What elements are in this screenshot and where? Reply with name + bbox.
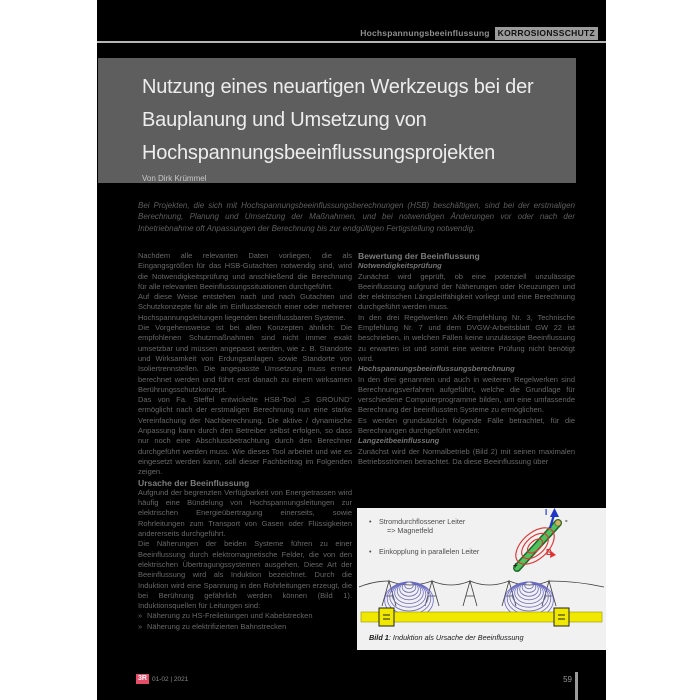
minus-label: - xyxy=(565,516,568,525)
figure-bullet-list xyxy=(369,517,479,556)
list-item xyxy=(138,611,352,621)
sub-heading: Langzeitbeeinflussung xyxy=(358,436,440,446)
figure-list-item xyxy=(369,547,479,556)
page-number: 59 xyxy=(563,675,572,684)
journal-issue: 01-02 | 2021 xyxy=(151,675,189,683)
figure-list-text xyxy=(379,517,465,535)
title-block xyxy=(98,58,576,183)
current-label: I xyxy=(545,508,548,517)
isolating-joint-left xyxy=(379,608,394,626)
page-header xyxy=(360,27,598,40)
paragraph: Die Vorgehensweise ist bei allen Konzepten ähnlich: Die empfohlenen Schutzmaßnahmen sind nicht immer exakt umsetzbar und müssen angepasst werden, wie z. B. Standorte und Wirksamkeit von Erdungsanlagen sowie Standorte von Isoliertrennstellen. Die angepasste Umsetzung muss erneut berechnet werden und führt erst danach zu einem wirksamen Berührungsschutzkonzept. xyxy=(138,323,352,394)
list-item xyxy=(138,622,352,632)
bullet-marker: » xyxy=(138,611,143,621)
header-divider xyxy=(97,41,606,43)
bullet-marker: » xyxy=(138,621,143,631)
paragraph: Zunächst wird der Normalbetrieb (Bild 2) mit seinen maximalen Betriebsströmen betrachtet. Da diese Beeinflussung über xyxy=(358,446,575,466)
list-item-text: Näherung zu HS-Freileitungen und Kabelstrecken xyxy=(147,611,313,621)
journal-logo: 3R xyxy=(138,675,147,682)
paragraph: Es werden grundsätzlich folgende Fälle betrachtet, für die Berechnungen durchgeführt werden: xyxy=(358,415,575,436)
section-heading: Ursache der Beeinflussung xyxy=(138,477,250,488)
column-right xyxy=(358,251,575,508)
article-author: Von Dirk Krümmel xyxy=(142,174,207,183)
figure-caption xyxy=(369,633,524,642)
list-item-text: Näherung zu elektrifizierten Bahnstrecken xyxy=(147,621,287,631)
sub-heading: Notwendigkeitsprüfung xyxy=(358,261,442,271)
header-section-badge: KORROSIONSSCHUTZ xyxy=(495,27,598,40)
footer xyxy=(136,674,188,684)
bullet-marker: • xyxy=(369,547,372,556)
page-number-divider xyxy=(575,672,578,700)
sub-heading: Hochspannungsbeeinflussungsberechnung xyxy=(358,364,515,374)
figure-list-line: => Magnetfeld xyxy=(387,526,433,535)
plus-label: + xyxy=(513,561,518,570)
figure-list-item xyxy=(369,517,479,535)
figure-caption-text: : Induktion als Ursache der Beeinflussung xyxy=(388,633,524,642)
header-category-label: Hochspannungsbeeinflussung xyxy=(360,28,490,38)
journal-page xyxy=(97,0,606,700)
isolating-joint-right xyxy=(554,608,569,626)
paragraph: Auf diese Weise entstehen nach und nach Gutachten und Schutzkonzepte für alle im Einflussbereich einer oder mehrerer Hochspannungsleitungen liegenden beeinflussbaren Systeme. xyxy=(138,292,352,322)
paragraph: Zunächst wird geprüft, ob eine potenziell unzulässige Beeinflussung aufgrund der Näherungen oder Kreuzungen und der elektrischen Längsleitfähigkeit vorliegt und eine Berechnung durchgeführt werden muss. xyxy=(358,271,575,312)
paragraph: Aufgrund der begrenzten Verfügbarkeit von Energietrassen wird häufig eine Bündelung von Hochspannungsleitungen zur elektrischen Energieübertragung einerseits, sowie Rohrleitungen zum Transport von Gasen oder Flüssigkeiten andererseits durchgeführt. xyxy=(138,487,352,539)
article-abstract: Bei Projekten, die sich mit Hochspannungsbeeinflussungsberechnungen (HSB) beschäftigen, sind bei der erstmaligen Berechnung, Planung und Umsetzung der Maßnahmen, und bei notwendigen Änderungen vor oder nach der Inbetriebnahme oft Anpassungen der Berechnung bis zur endgültigen Fertigstellung notwendig. xyxy=(138,201,575,233)
paragraph: Die Näherungen der beiden Systeme führen zu einer Beeinflussung durch elektromagnetische Felder, die von den elektrischen Übertragungssystemen ausgehen. Diese Art der Beeinflussung wird als Induktion bezeichnet. Durch die Induktion wird eine Spannung in den Rohrleitungen erzeugt, die bei Berührung gefährlich werden können (Bild 1). Induktionsquellen für Leitungen sind: xyxy=(138,539,352,611)
bullet-marker: • xyxy=(369,517,372,526)
figure-list-line: Stromdurchflossener Leiter xyxy=(379,517,466,526)
figure-bild-1 xyxy=(357,508,606,650)
paragraph: Das von Fa. Steffel entwickelte HSB-Tool „S GROUND“ ermöglicht nach der erstmaligen Berechnung nun eine starke Vereinfachung der Nachberechnung. Die aktive / dynamische Anpassung kann durch den Betreiber selbst erfolgen, so dass nur noch eine Abschlussbetrachtung durch den Berechner durchgeführt werden muss. Wie dieses Tool arbeitet und wie es eingesetzt werden kann, soll dieser Fachbeitrag im Folgenden zeigen. xyxy=(138,395,352,477)
field-label: B xyxy=(546,548,552,557)
paragraph: In den drei genannten und auch in weiteren Regelwerken sind Berechnungsverfahren aufgeführt, welche die Grundlage für verschiedene Computerprogramme bilden, um eine umfassende Berechnung der beeinflussten Systeme zu ermöglichen. xyxy=(358,374,575,415)
column-left xyxy=(138,251,352,632)
article-title: Nutzung eines neuartigen Werkzeugs bei der Bauplanung und Umsetzung von Hochspannungsbeeinflussungsprojekten xyxy=(142,76,534,164)
conductor-rod xyxy=(517,520,561,568)
section-heading: Bewertung der Beeinflussung xyxy=(358,251,480,261)
figure-caption-label: Bild 1 xyxy=(369,633,389,642)
figure-list-text: Einkopplung in parallelen Leiter xyxy=(379,547,480,556)
paragraph: In den drei Regelwerken AfK-Empfehlung Nr. 3, Technische Empfehlung Nr. 7 und dem DVGW-Arbeitsblatt GW 22 ist beschrieben, in welchen Fällen keine unzulässige Beeinflussung zu erwarten ist und somit eine weitere Prüfung nicht benötigt wird. xyxy=(358,312,575,363)
paragraph: Nachdem alle relevanten Daten vorliegen, die als Eingangsgrößen für das HSB-Gutachten notwendig sind, wird die Notwendigkeitsprüfung und anschließend die Berechnung für alle relevanten Beeinflussungssituationen durchgeführt. xyxy=(138,251,352,291)
